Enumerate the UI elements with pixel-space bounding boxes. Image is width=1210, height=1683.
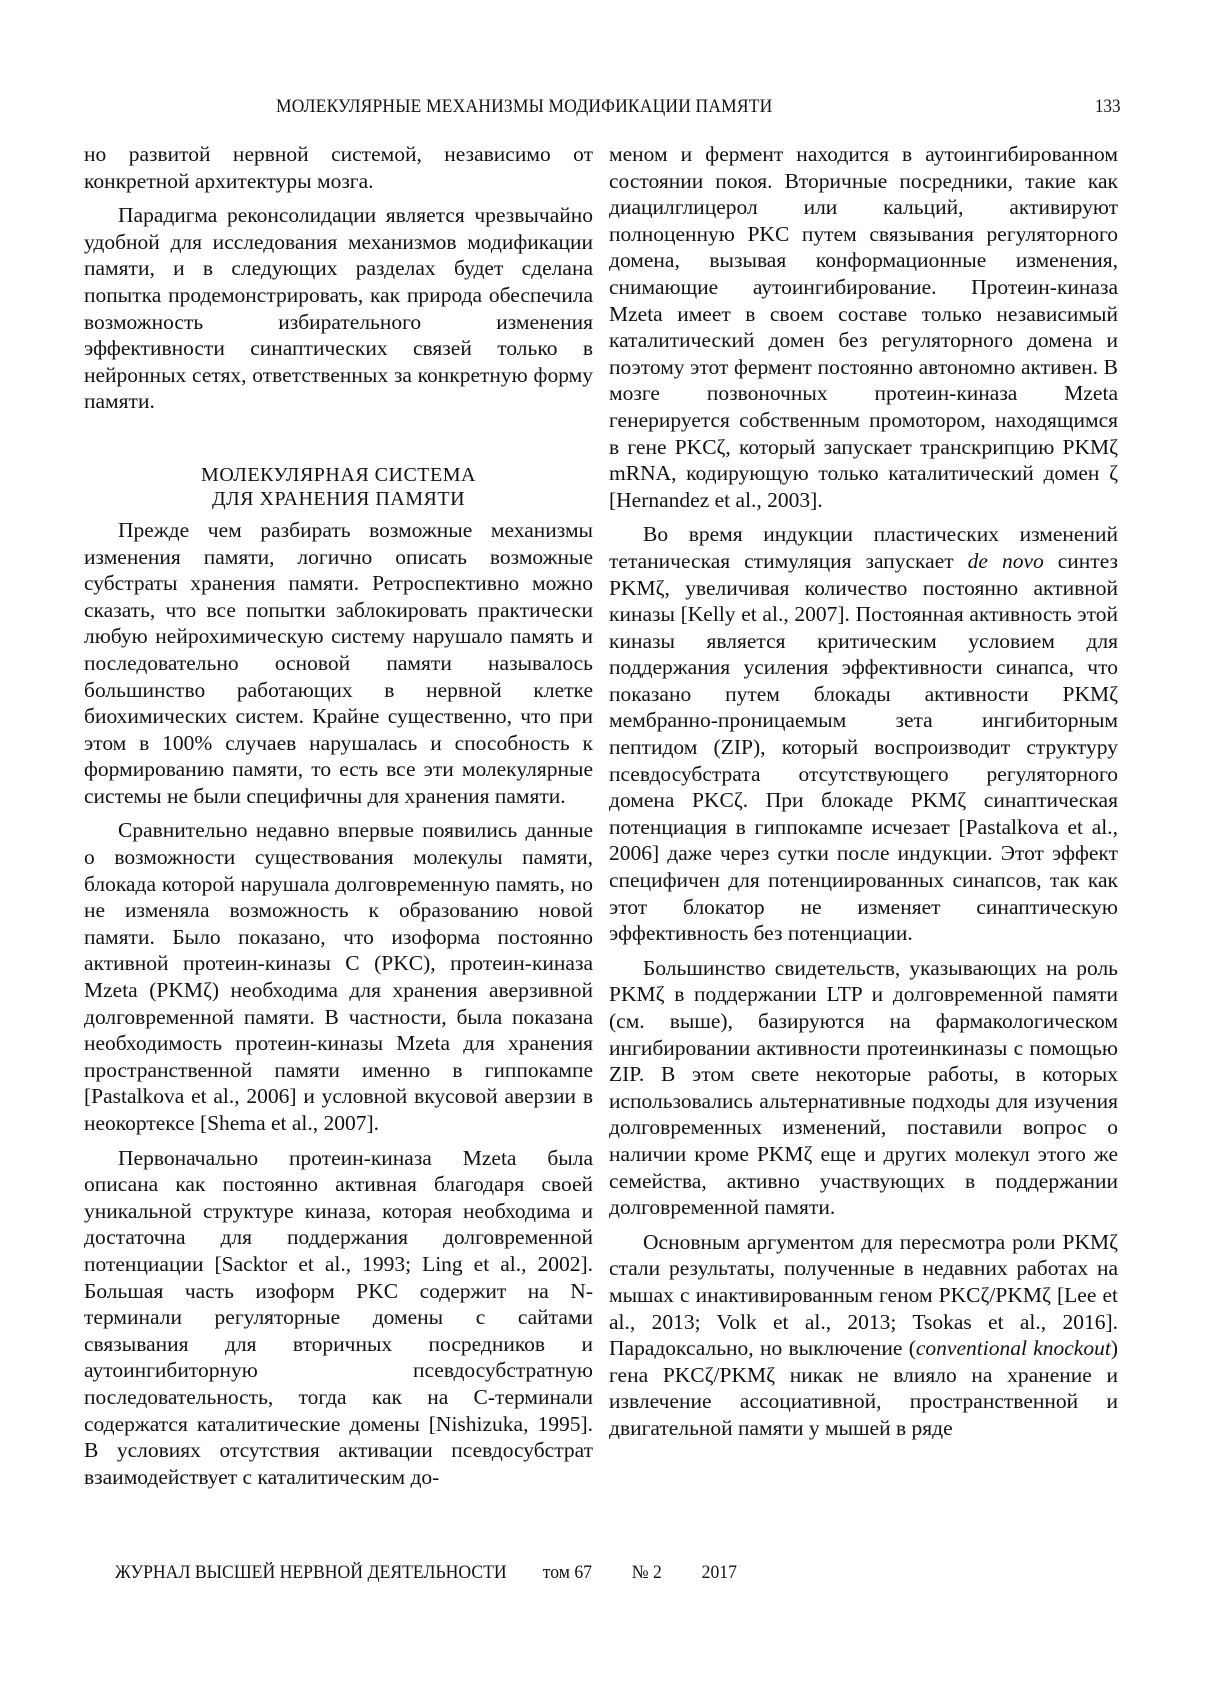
paragraph: Парадигма реконсолидации является чрезвычайно удобной для исследования механизмов модификации памяти, и в следующих разделах будет сделана попытка продемонстрировать, как природа обеспечила возможность избирательного изменения эффективности синаптических связей только в нейронных сетях, ответственных за конкретную форму памяти. [84,203,593,414]
running-title: МОЛЕКУЛЯРНЫЕ МЕХАНИЗМЫ МОДИФИКАЦИИ ПАМЯТИ [276,96,773,117]
text-run: ) гена PKCζ/PKMζ никак не влияло на хранение и извлечение ассоциативной, пространственной и двигательной памяти у мышей в ряде [609,1336,1118,1440]
text-run: Основным аргументом для пересмотра роли PKMζ стали результаты, полученные в недавних работах на мышах с инактивированным геном PKCζ/PKMζ [Lee et al., 2013; Volk et al., 2013; Tsokas et al., 2016]. Парадоксально, но выключение ( [609,1229,1118,1361]
page-number: 133 [1094,96,1120,117]
publication-year: 2017 [701,1562,737,1583]
section-heading-line: МОЛЕКУЛЯРНАЯ СИСТЕМА [201,463,476,486]
paragraph: Сравнительно недавно впервые появились данные о возможности существования молекулы памяти, блокада которой нарушала долговременную память, но не изменяла возможность к образованию новой памяти. Было показано, что изоформа постоянно активной протеин-киназы C (PKC), протеин-киназа Mzeta (PKMζ) необходима для хранения аверзивной долговременной памяти. В частности, была показана необходимость протеин-киназы Mzeta для хранения пространственной памяти именно в гиппокампе [Pastalkova et al., 2006] и условной вкусовой аверзии в неокортексе [Shema et al., 2007]. [84,818,593,1135]
running-footer [115,1562,737,1584]
paragraph: но развитой нервной системой, независимо от конкретной архитектуры мозга. [84,142,593,193]
left-column [84,141,593,1498]
paragraph: Первоначально протеин-киназа Mzeta была описана как постоянно активная благодаря своей уникальной структуре киназа, которая необходима и достаточна для поддержания долговременной потенциации [Sacktor et al., 1993; Ling et al., 2002]. Большая часть изоформ PKC содержит на N-терминали регуляторные домены с сайтами связывания для вторичных посредников и аутоингибиторную псевдосубстратную последовательность, тогда как на C-терминали содержатся каталитические домены [Nishizuka, 1995]. В условиях отсутствия активации псевдосубстрат взаимодействует с каталитическим до- [84,1145,593,1489]
italic-term: conventional knockout [915,1336,1111,1361]
section-heading-line: ДЛЯ ХРАНЕНИЯ ПАМЯТИ [211,487,466,510]
journal-name: ЖУРНАЛ ВЫСШЕЙ НЕРВНОЙ ДЕЯТЕЛЬНОСТИ [115,1562,507,1583]
issue-number: № 2 [631,1562,662,1583]
paragraph [609,1229,1118,1442]
section-heading [84,463,593,511]
running-header [84,96,1120,126]
paragraph: Большинство свидетельств, указывающих на роль PKMζ в поддержании LTP и долговременной памяти (см. выше), базируются на фармакологическом ингибировании активности протеинкиназы с помощью ZIP. В этом свете некоторые работы, в которых использовались альтернативные подходы для изучения долговременных изменений, поставили вопрос о наличии кроме PKMζ еще и других молекул этого же семейства, активно участвующих в поддержании долговременной памяти. [609,955,1118,1220]
paragraph: Прежде чем разбирать возможные механизмы изменения памяти, логично описать возможные субстраты хранения памяти. Ретроспективно можно сказать, что все попытки заблокировать практически любую нейрохимическую систему нарушало память и последовательно основой памяти называлось большинство работающих в нервной клетке биохимических систем. Крайне существенно, что при этом в 100% случаев нарушалась и способность к формированию памяти, то есть все эти молекулярные системы не были специфичны для хранения памяти. [84,517,593,808]
right-column [609,141,1118,1450]
paragraph: меном и фермент находится в аутоингибированном состоянии покоя. Вторичные посредники, такие как диацилглицерол или кальций, активируют полноценную PKC путем связывания регуляторного домена, вызывая конформационные изменения, снимающие аутоингибирование. Протеин-киназа Mzeta имеет в своем составе только независимый каталитический домен без регуляторного домена и поэтому этот фермент постоянно автономно активен. В мозге позвоночных протеин-киназа Mzeta генерируется собственным промотором, находящимся в гене PKCζ, который запускает транскрипцию PKMζ mRNA, кодирующую только каталитический домен ζ [Hernandez et al., 2003]. [609,142,1118,512]
text-run: синтез PKMζ, увеличивая количество постоянно активной киназы [Kelly et al., 2007]. Постоянная активность этой киназы является критическим условием для поддержания усиления эффективности синапса, что показано путем блокады активности PKMζ мембранно-проницаемым зета ингибиторным пептидом (ZIP), который воспроизводит структуру псевдосубстрата отсутствующего регуляторного домена PKCζ. При блокаде PKMζ синаптическая потенциация в гиппокампе исчезает [Pastalkova et al., 2006] даже через сутки после индукции. Этот эффект специфичен для потенциированных синапсов, так как этот блокатор не изменяет синаптическую эффективность без потенциации. [609,548,1118,946]
text-run: Во время индукции пластических изменений тетаническая стимуляция запускает [609,522,1118,573]
volume-number: том 67 [542,1562,592,1583]
paragraph [609,521,1118,947]
italic-term: de novo [967,548,1044,573]
